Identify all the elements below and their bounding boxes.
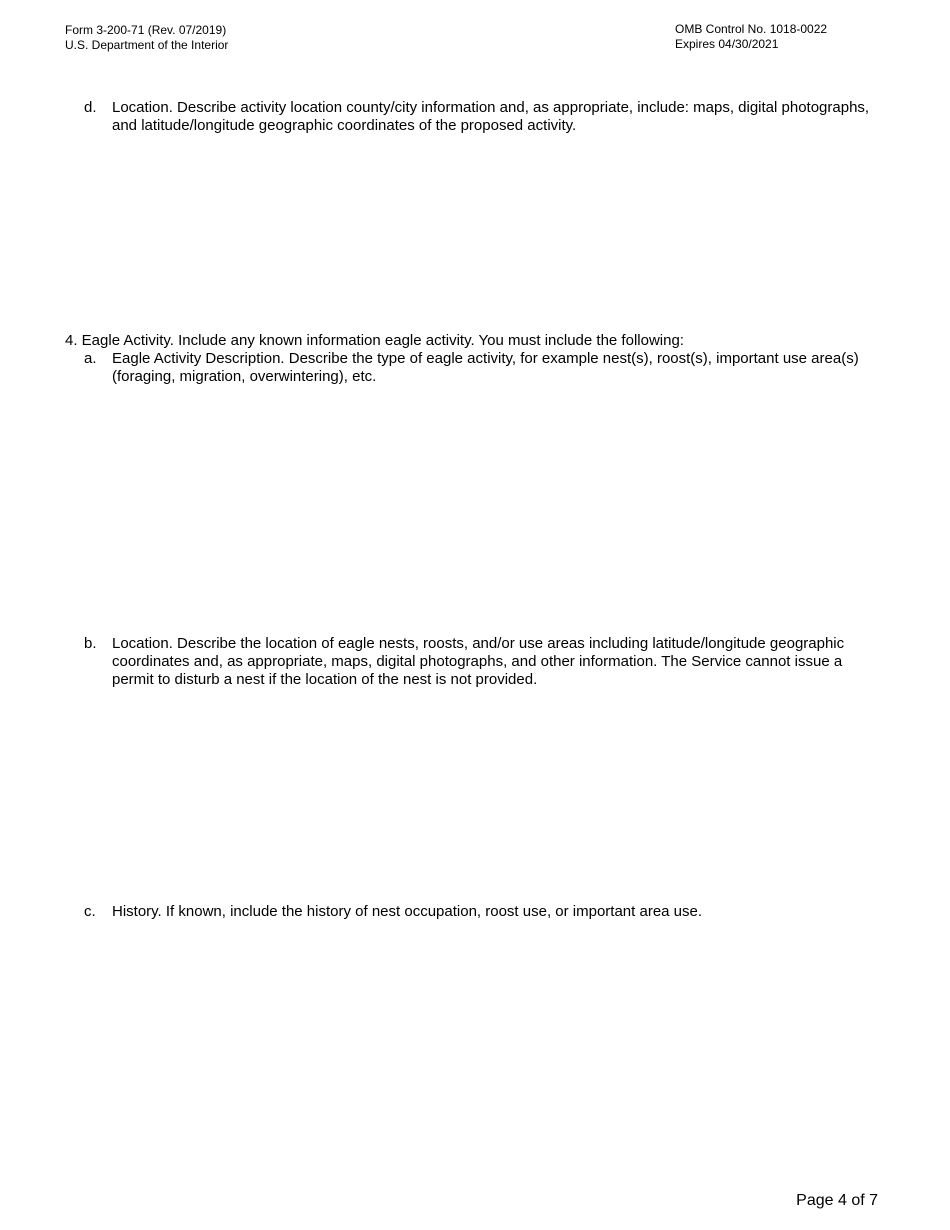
header-left: [65, 23, 228, 53]
item-text: Location. Describe activity location county/city information and, as appropriate, include: maps, digital photographs, and latitude/longitude geographic coordinates of the proposed activity.: [112, 99, 870, 134]
omb-control-number: OMB Control No. 1018-0022: [675, 22, 828, 36]
question-4-heading: 4. Eagle Activity. Include any known information eagle activity. You must include the following:: [65, 332, 684, 349]
item-text: Location. Describe the location of eagle nests, roosts, and/or use areas including latitude/longitude geographic coordinates and, as appropriate, maps, digital photographs, and other information. The Service cannot issue a permit to disturb a nest if the location of the nest is not provided.: [112, 635, 845, 688]
item-marker: c.: [84, 903, 96, 920]
item-marker: d.: [84, 99, 97, 116]
item-d-location: [84, 99, 884, 135]
page-number: Page 4 of 7: [796, 1192, 878, 1209]
expiration-date: Expires 04/30/2021: [675, 37, 779, 51]
item-marker: b.: [84, 635, 97, 652]
item-marker: a.: [84, 350, 97, 367]
form-number: Form 3-200-71 (Rev. 07/2019): [65, 23, 227, 37]
department-name: U.S. Department of the Interior: [65, 38, 229, 52]
item-a-activity-description: [84, 350, 884, 386]
item-c-history: [84, 903, 884, 921]
header-right: [675, 22, 827, 52]
item-text: Eagle Activity Description. Describe the type of eagle activity, for example nest(s), roost(s), important use area(s) (foraging, migration, overwintering), etc.: [112, 350, 859, 385]
item-text: History. If known, include the history of nest occupation, roost use, or important area use.: [112, 903, 703, 920]
item-b-eagle-location: [84, 635, 884, 689]
